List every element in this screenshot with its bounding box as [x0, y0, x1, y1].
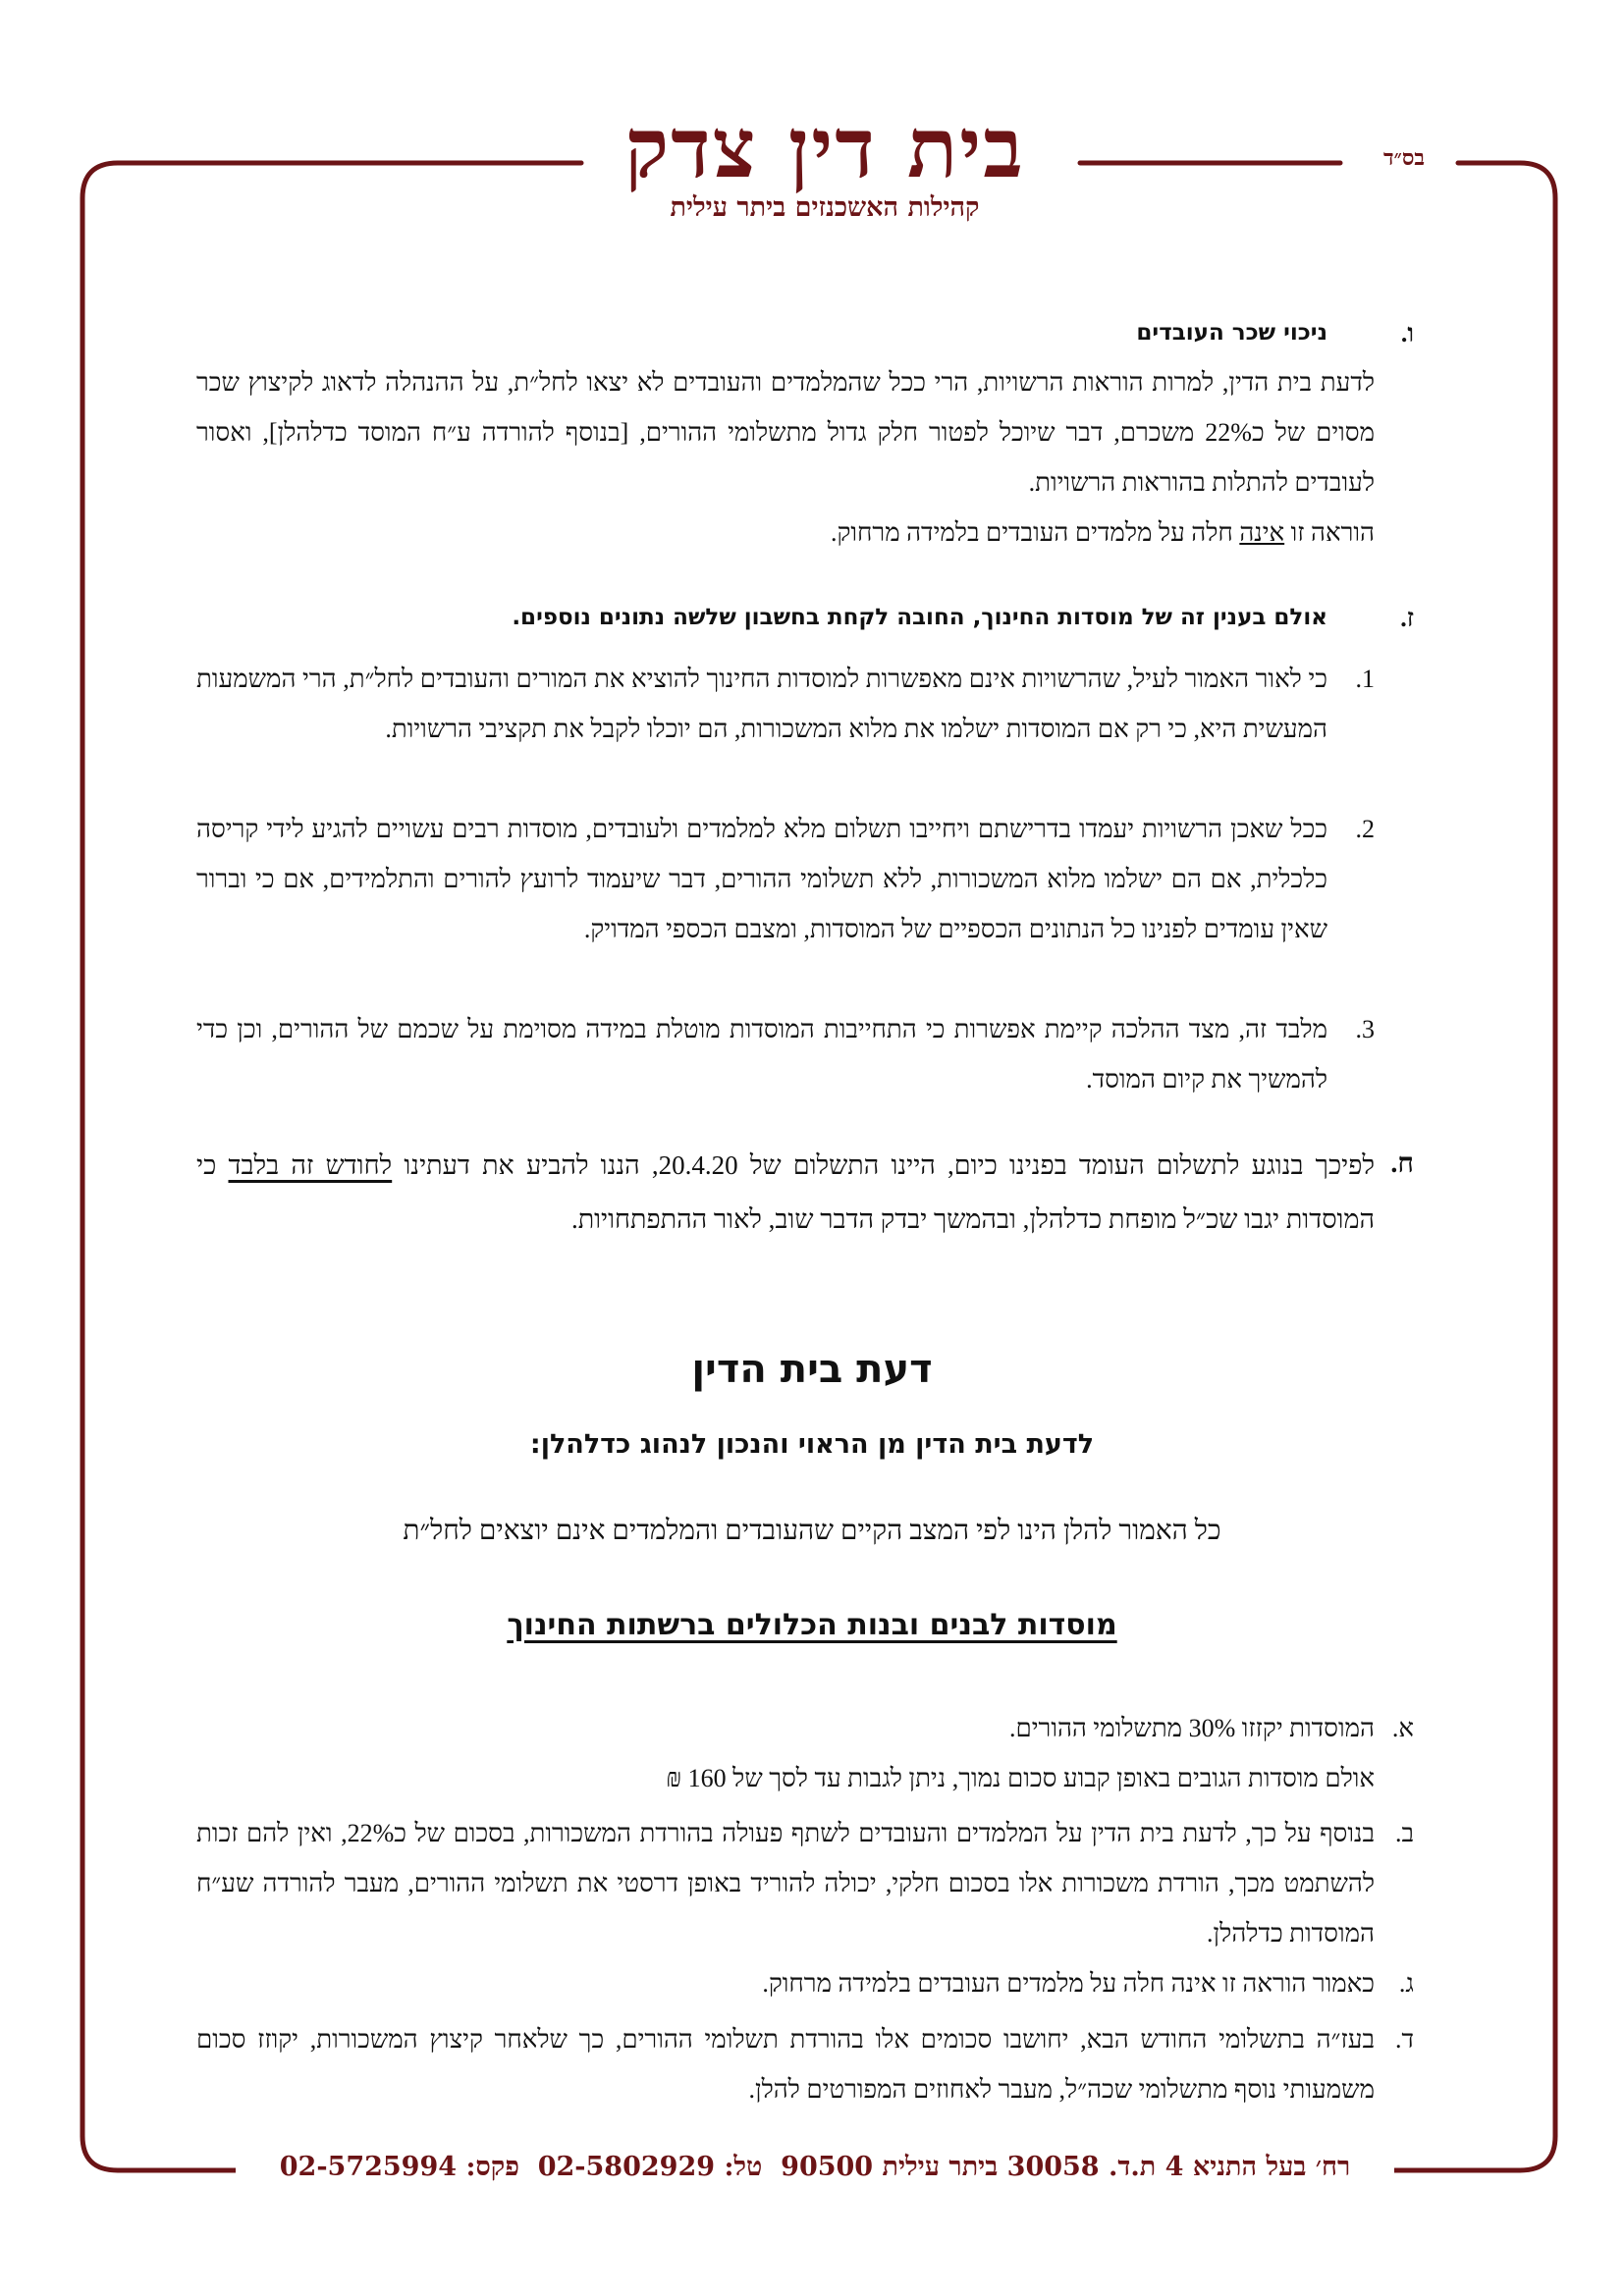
ruling-item-marker: ג. — [1398, 1969, 1414, 1998]
note-emphasis: אינה — [1239, 518, 1285, 547]
ruling-section-title — [196, 1604, 1428, 1647]
het-text-before: לפיכך בנוגע לתשלום העומד בפנינו כיום, היינו התשלום של 20.4.20, הננו להביע את דעתינו — [392, 1150, 1375, 1180]
section-vav-heading: ניכוי שכר העובדים — [1136, 320, 1327, 346]
bsd-mark: בס״ד — [1365, 145, 1443, 171]
section-zayin-item: מלבד זה, מצד ההלכה קיימת אפשרות כי התחייבות המוסדות מוטלת במידה מסוימת על שכמם של ההורים, וכן כדי להמשיך את קיום המוסד. — [196, 1015, 1327, 1094]
section-marker-zayin: ז. — [1400, 604, 1414, 632]
frame-top-right — [1458, 163, 1555, 2136]
section-marker-het: ח. — [1390, 1148, 1414, 1179]
footer-fax-label: פקס: — [465, 2152, 519, 2182]
ruling-item-d: בעז״ה בתשלומי החודש הבא, יחושבו סכומים אלו בהורדת תשלומי ההורים, כך שלאחר קיצוץ המשכורות, יקוזז סכום משמעותי נוסף מתשלומי שכה״ל, מעבר לאחוזים המפורטים להלן. — [196, 2025, 1375, 2104]
ruling-item-marker: ד. — [1394, 2025, 1414, 2054]
ruling-title: דעת בית הדין — [691, 1347, 933, 1392]
note-suffix: חלה על מלמדים העובדים בלמידה מרחוק. — [830, 518, 1240, 547]
letterhead-subtitle: קהילות האשכנזים ביתר עילית — [670, 192, 980, 223]
ruling-note: כל האמור להלן הינו לפי המצב הקיים שהעובדים והמלמדים אינם יוצאים לחל״ת — [403, 1516, 1221, 1546]
letterhead-footer — [236, 2152, 1394, 2182]
ruling-item-marker: ב. — [1394, 1819, 1414, 1847]
footer-fax: 02-5725994 — [279, 2152, 458, 2182]
section-marker-vav: ו. — [1400, 319, 1414, 347]
section-zayin-item: ככל שאכן הרשויות יעמדו בדרישתם ויחייבו תשלום מלא למלמדים ולעובדים, מוסדות רבים עשויים להגיע לידי קריסה כלכלית, אם הם ישלמו מלוא המשכורות, ללא תשלומי ההורים, דבר שיעמוד לרועץ להורים והתלמידים, אם כי וברור שאין עומדים לפנינו כל הנתונים הכספיים של המוסדות, ומצבם הכספי המדויק. — [196, 815, 1327, 943]
letterhead-title: בית דין צדק — [624, 99, 1025, 196]
footer-phone-label: טל: — [724, 2152, 763, 2182]
item-number: 1. — [1355, 665, 1375, 693]
ruling-item-c: כאמור הוראה זו אינה חלה על מלמדים העובדים בלמידה מרחוק. — [762, 1969, 1375, 1998]
frame-bottom-right — [1394, 2136, 1555, 2170]
ruling-subtitle: לדעת בית הדין מן הראוי והנכון לנהוג כדלהלן: — [529, 1429, 1095, 1460]
note-prefix: הוראה זו — [1284, 518, 1375, 547]
section-het-body — [196, 1139, 1375, 1247]
footer-phone: 02-5802929 — [537, 2152, 716, 2182]
het-text-after: כי המוסדות יגבו שכ״ל מופחת כדלהלן, ובהמשך יבדק הדבר שוב, לאור ההתפתחויות. — [196, 1150, 1375, 1234]
section-zayin-heading: אולם בענין זה של מוסדות החינוך, החובה לקחת בחשבון שלשה נתונים נוספים. — [512, 605, 1327, 630]
section-vav-body: לדעת בית הדין, למרות הוראות הרשויות, הרי ככל שהמלמדים והעובדים לא יצאו לחל״ת, על ההנהלה לדאוג לקיצוץ שכר מסוים של כ22% משכרם, דבר שיוכל לפטור חלק גדול מתשלומי ההורים, [בנוסף להורדה ע״ח המוסד כדלהלן], ואסור לעובדים להתלות בהוראות הרשויות. — [196, 368, 1375, 497]
het-emphasis: לחודש זה בלבד — [228, 1150, 393, 1180]
section-zayin-item: כי לאור האמור לעיל, שהרשויות אינם מאפשרות למוסדות החינוך להוציא את המורים והעובדים לחל״ת, הרי המשמעות המעשית היא, כי רק אם המוסדות ישלמו את מלוא המשכורות, הם יוכלו לקבל את תקציבי הרשויות. — [196, 665, 1327, 743]
ruling-item-b: בנוסף על כך, לדעת בית הדין על המלמדים והעובדים לשתף פעולה בהורדת המשכורות, בסכום של כ22%, ואין להם זכות להשתמט מכך, הורדת משכורות אלו בסכום חלקי, יכולה להוריד באופן דרסטי את תשלומי ההורים, מעבר להורדה שע״ח המוסדות כדלהלן. — [196, 1819, 1375, 1948]
ruling-section-title-text: מוסדות לבנים ובנות הכלולים ברשתות החינוך — [507, 1608, 1117, 1642]
ruling-item-a-line-1: המוסדות יקזזו 30% מתשלומי ההורים. — [1009, 1714, 1375, 1742]
item-number: 2. — [1355, 815, 1375, 843]
item-number: 3. — [1355, 1015, 1375, 1043]
section-vav-note — [196, 507, 1375, 558]
ruling-item-a-line-2: אולם מוסדות הגובים באופן קבוע סכום נמוך, ניתן לגבות עד לסך של 160 ₪ — [666, 1764, 1375, 1792]
footer-address: רח׳ בעל התניא 4 ת.ד. 30058 ביתר עילית 90500 — [781, 2152, 1351, 2182]
frame-bottom-left — [82, 2136, 236, 2170]
ruling-item-marker: א. — [1391, 1714, 1414, 1742]
